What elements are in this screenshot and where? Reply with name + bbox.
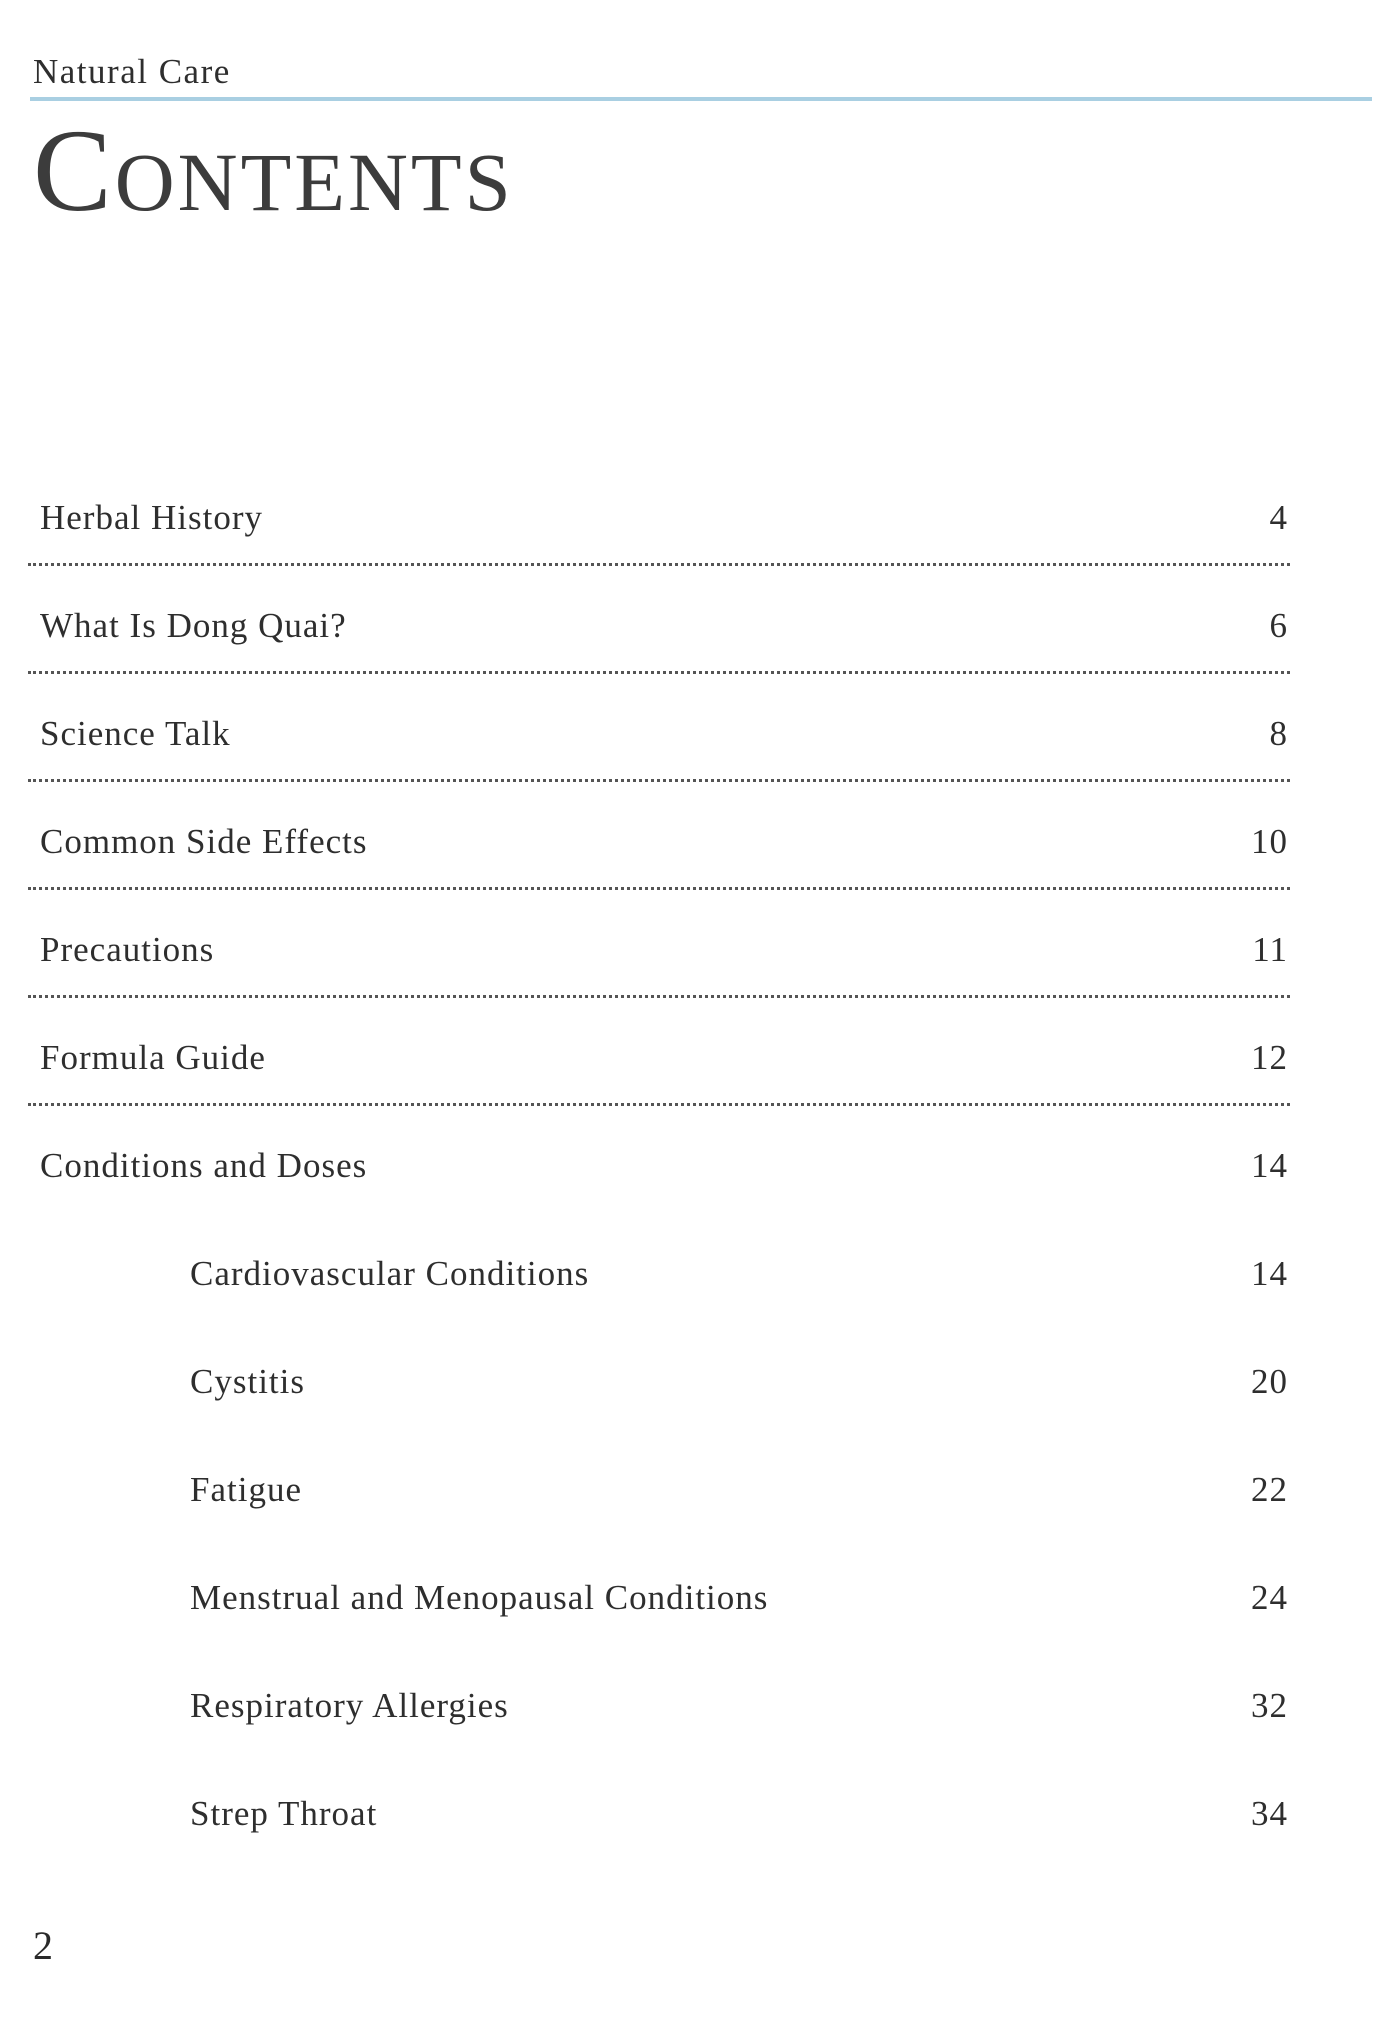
dotted-separator bbox=[28, 779, 1290, 782]
toc-entry-label: Conditions and Doses bbox=[40, 1146, 368, 1185]
toc-entry-label: What Is Dong Quai? bbox=[40, 606, 347, 645]
toc-entry-page: 8 bbox=[1269, 714, 1288, 753]
dotted-separator bbox=[28, 995, 1290, 998]
toc-entry-conditions-and-doses[interactable] bbox=[40, 1146, 1288, 1206]
toc-entry-page: 10 bbox=[1251, 822, 1288, 861]
toc-entry-page: 34 bbox=[1251, 1794, 1288, 1833]
toc-entry-herbal-history[interactable] bbox=[40, 498, 1288, 558]
toc-entry-label: Cardiovascular Conditions bbox=[190, 1254, 590, 1293]
toc-entry-label: Science Talk bbox=[40, 714, 231, 753]
toc-subentry-cardiovascular-conditions[interactable] bbox=[40, 1254, 1288, 1314]
toc-entry-common-side-effects[interactable] bbox=[40, 822, 1288, 882]
toc-subentry-fatigue[interactable] bbox=[40, 1470, 1288, 1530]
toc-subentry-menstrual-and-menopausal-conditions[interactable] bbox=[40, 1578, 1288, 1638]
toc-entry-label: Respiratory Allergies bbox=[190, 1686, 509, 1725]
dotted-separator bbox=[28, 563, 1290, 566]
toc-entry-label: Fatigue bbox=[190, 1470, 302, 1509]
toc-entry-page: 24 bbox=[1251, 1578, 1288, 1617]
toc-entry-page: 4 bbox=[1269, 498, 1288, 537]
toc-entry-label: Precautions bbox=[40, 930, 215, 969]
toc-entry-page: 11 bbox=[1252, 930, 1288, 969]
toc-entry-page: 20 bbox=[1251, 1362, 1288, 1401]
toc-entry-label: Formula Guide bbox=[40, 1038, 266, 1077]
dotted-separator bbox=[28, 887, 1290, 890]
dotted-separator bbox=[28, 671, 1290, 674]
running-head: Natural Care bbox=[33, 52, 231, 91]
dotted-separator bbox=[28, 1103, 1290, 1106]
toc-entry-page: 22 bbox=[1251, 1470, 1288, 1509]
toc-entry-label: Herbal History bbox=[40, 498, 263, 537]
toc-entry-label: Cystitis bbox=[190, 1362, 305, 1401]
toc-entry-label: Common Side Effects bbox=[40, 822, 368, 861]
toc-subentry-cystitis[interactable] bbox=[40, 1362, 1288, 1422]
toc-entry-page: 14 bbox=[1251, 1254, 1288, 1293]
toc-entry-page: 6 bbox=[1269, 606, 1288, 645]
toc-entry-precautions[interactable] bbox=[40, 930, 1288, 990]
toc-entry-label: Strep Throat bbox=[190, 1794, 378, 1833]
toc-entry-label: Menstrual and Menopausal Conditions bbox=[190, 1578, 769, 1617]
toc-entry-science-talk[interactable] bbox=[40, 714, 1288, 774]
page-number: 2 bbox=[33, 1923, 53, 1968]
toc-subentry-strep-throat[interactable] bbox=[40, 1794, 1288, 1854]
toc-entry-what-is-dong-quai[interactable] bbox=[40, 606, 1288, 666]
toc-entry-page: 12 bbox=[1251, 1038, 1288, 1077]
page-title: Contents bbox=[33, 105, 514, 236]
toc-entry-page: 32 bbox=[1251, 1686, 1288, 1725]
toc-entry-page: 14 bbox=[1251, 1146, 1288, 1185]
toc-subentry-respiratory-allergies[interactable] bbox=[40, 1686, 1288, 1746]
toc-entry-formula-guide[interactable] bbox=[40, 1038, 1288, 1098]
